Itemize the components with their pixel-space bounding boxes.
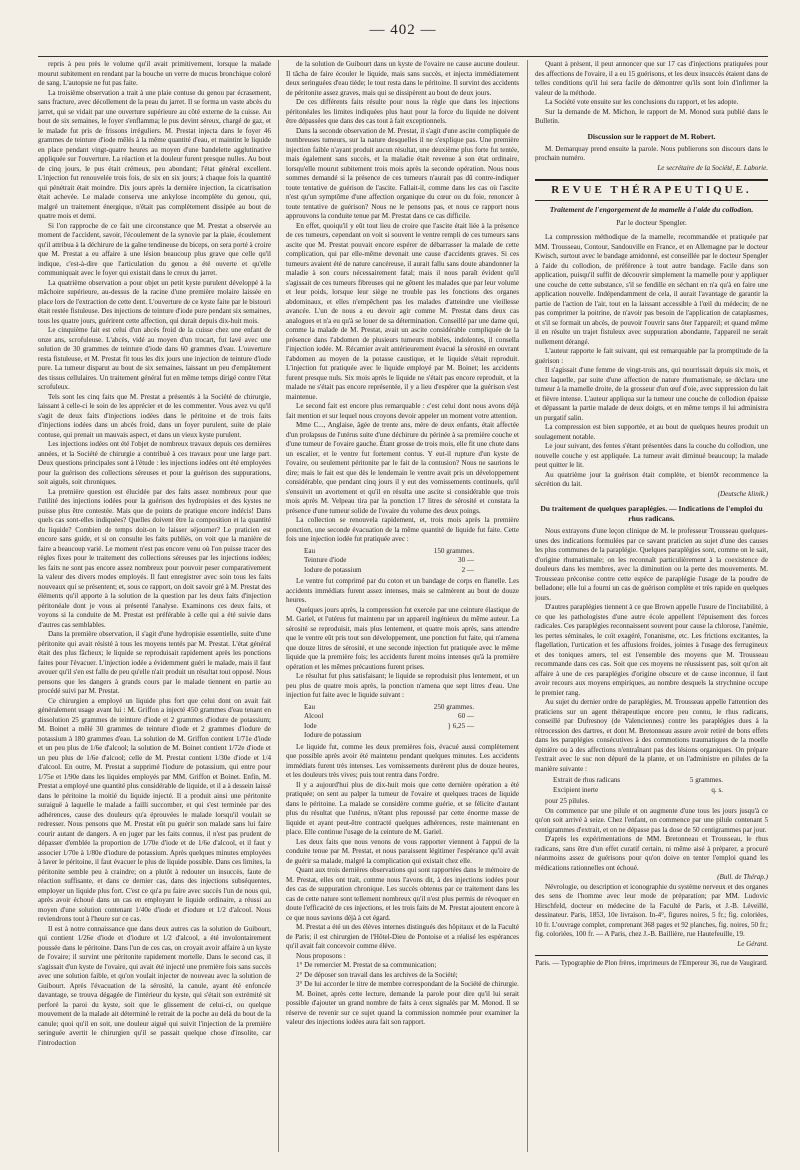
paragraph: La collection se renouvela rapidement, et, trois mois après la première ponction, une seconde évacuation de la même quantité de liquide fut faite. Cette fois une injection iodée fut pratiquée avec : [286, 516, 519, 543]
paragraph: Au quatrième jour la guérison était complète, et bientôt recommence la sécrétion du lait. [535, 470, 768, 488]
paragraph: De ces différents faits résulte pour nous la règle que dans les injections péritonéales les limites indiquées plus haut pour la force du liquide ne doivent être dépassées que dans des cas tout à fait exceptionnels. [286, 98, 519, 125]
paragraph: La première question est élucidée par des faits assez nombreux pour que l'utilité des injections iodées pour la guérison des hydropisies et des kystes ne puisse plus être contestée. Mais que de points de pratique encore indécis! Dans quels cas sont-elles indiquées? Quelles doivent être la composition et la quantité du liquide? Combien de temps doit-on le laisser séjourner? Le praticien est encore sans guide, et si on consulte les faits publiés, on voit que la manière de faire a beaucoup varié. Le moment n'est pas encore venu où l'on puisse tracer des règles fixes pour le traitement des collections séreuses par les injections iodées; les faits ne sont pas encore assez nombreux pour pouvoir peser comparativement la valeur des divers modes employés. Il faut enregistrer avec soin tous les faits nouveaux qui se présentent; et, sous ce rapport, on doit savoir gré à M. Prestat des éléments qu'il apporte à la solution de la question par les deux faits d'injection péritonéale dont je vous ai présenté l'analyse. Examinons ces deux faits, et voyons si la conduite de M. Prestat est préférable à celle qui a été suivie dans d'autres cas semblables. [38, 487, 271, 629]
paragraph: repris à peu près le volume qu'il avait primitivement, lorsque la malade mourut subitement en rendant par la bouche un verre de mucus bronchique coloré de sang. L'autopsie ne fut pas faite. [38, 60, 271, 87]
paragraph: Les deux faits que nous venons de vous rapporter viennent à l'appui de la conduite tenue par M. Prestat, et nous paraissent légitimer l'espérance qu'il avait de guérir sa malade, malgré la complication qui existait chez elle. [286, 837, 519, 865]
paragraph: M. Prestat a été un des élèves internes distingués des hôpitaux et de la Faculté de Paris; il est chirurgien de l'Hôtel-Dieu de Pontoise et a réalisé les espérances qu'il avait fait concevoir comme élève. [286, 923, 519, 950]
paragraph: Nous proposons : [296, 951, 346, 960]
paragraph: Le second fait est encore plus remarquable : c'est celui dont nous avons déjà fait mention et sur lequel nous croyons devoir appeler un moment votre attention. [286, 402, 519, 420]
paragraph: Dans la première observation, il s'agit d'une hydropisie essentielle, suite d'une péritonite qui avait résisté à tous les moyens tentés par M. Prestat. L'état général était des plus fâcheux; le liquide se reproduisait rapidement après les ponctions faites pour l'évacuer. L'injection iodée a évidemment guéri le malade, mais il faut avouer qu'il s'en est fallu de peu qu'elle n'ait produit un résultat tout opposé. Nous pensons que les dangers à grands cours par le malade tiennent en partie au procédé suivi par M. Prestat. [38, 630, 271, 695]
formula-row: Iodure de potassium 2 — [304, 565, 474, 574]
column-divider [278, 60, 279, 1152]
paragraph: pour 25 pilules. [545, 797, 590, 806]
formula-row: Extrait de rhus radicans 5 grammes. [553, 776, 723, 785]
paragraph: Sur la demande de M. Michon, le rapport de M. Monod sura publié dans le Bulletin. [535, 107, 768, 125]
paragraph: Le liquide fut, comme les deux premières fois, évacué aussi complètement que possible après avoir été maintenu pendant quelques minutes. Les accidents immédiats furent très intenses. Les vomissements durèrent plus de douze heures, et les douleurs très vives; puis tout rentra dans l'ordre. [286, 742, 519, 779]
article-title: Du traitement de quelques paraplégies. — Indications de l'emploi du rhus radicans. [540, 504, 763, 524]
paragraph: 3° De lui accorder le titre de membre correspondant de la Société de chirurgie. [296, 980, 519, 988]
column-2 [286, 60, 519, 1152]
paragraph: Nous extrayons d'une leçon clinique de M. le professeur Trousseau quelques-unes des indications formulées par ce savant praticien au sujet d'une des causes les plus communes de la paraplégie. Quelques paraplégies sont, comme on le sait, d'origine rhumatismale; on les reconnaît particulièrement à la coexistence de douleurs dans les membres, avec la diminution ou la perte des mouvements. M. Trousseau préconise contre cette espèce de paraplégie l'usage de la poudre de belladone; elle lui a fourni un cas de guérison complète et très rapide en quelques jours. [535, 527, 768, 602]
paragraph: D'autres paraplégies tiennent à ce que Brown appelle l'usure de l'incitabilité, à ce que les pathologistes d'une autre école appellent l'épuisement des forces radicales. Ces paraplégies reconnaissent souvent pour cause la chlorose, l'anémie, les pertes séminales, le coït exagéré, l'onanisme, etc. Les frictions excitantes, la flagellation, l'urtication et les affusions froides, jointes à l'usage des ferrugineux et des toniques amers, tel est l'ensemble des moyens que M. Trousseau recommande dans ces cas. Soit que ces moyens ne réussissent pas, soit qu'on ait affaire à une de ces paraplégies d'origine obscure et de cause inconnue, il faut avoir recours aux moyens empiriques, au nombre desquels la strychnine occupe le premier rang. [535, 603, 768, 697]
paragraph: La quatrième observation a pour objet un petit kyste purulent développé à la mâchoire supérieure, au-dessus de la racine d'une première molaire laissée en place lors de l'extraction de cette dent. L'ouverture de ce kyste faite par le bistouri était restée fistuleuse. Des injections de teinture d'iode pure pendant six semaines, tous les quatre jours, guérirent cette affection, qui durait depuis dix-huit mois. [38, 278, 271, 325]
source-citation: (Deutsche klinik.) [717, 489, 768, 498]
formula-row: Eau 250 grammes. [304, 702, 474, 711]
paragraph: Quant aux trois dernières observations qui sont rapportées dans le mémoire de M. Prestat, elles ont trait, comme nous l'avons dit, à des injections iodées pour des cas de suppuration chronique. Les succès obtenus par ce traitement dans les cas de cette nature sont tellement nombreux qu'il n'est plus permis de révoquer en doute l'efficacité de ces injections, et les trois faits de M. Prestat ajoutent encore à ce que nous savions déjà à cet égard. [286, 866, 519, 922]
formula-2 [304, 703, 519, 741]
paragraph: Le résultat fut plus satisfaisant; le liquide se reproduisit plus lentement, et un peu plus de quatre mois après, la ponction n'amena que sept litres d'eau. Une injection fut faite avec le liquide suivant : [286, 672, 519, 699]
formula-row: Excipient inerte q. s. [553, 785, 723, 794]
column-divider [527, 60, 528, 1152]
section-title: REVUE THÉRAPEUTIQUE. [535, 179, 768, 201]
source-citation: (Bull. de Thérap.) [717, 873, 768, 882]
formula-row: Iode } 6,25 — [304, 721, 474, 730]
formula-row: Teinture d'iode 30 — [304, 556, 474, 564]
paragraph: Tels sont les cinq faits que M. Prestat a présentés à la Société de chirurgie, laissant à celle-ci le soin de les apprécier et de les commenter. Vous avez vu qu'il s'agit de deux faits d'injections iodées dans le péritoine et de trois faits d'injections iodées dans un abcès froid, dans un foyer purulent, suite de plaie contuse, qui prenait un mauvais aspect, et dans un vieux kyste purulent. [38, 392, 271, 439]
printer-imprint: Paris. — Typographie de Plon frères, imprimeurs de l'Empereur 36, rue de Vaugirard. [535, 955, 768, 968]
paragraph: de la solution de Guibourt dans un kyste de l'ovaire ne cause aucune douleur. Il tâcha de faire écouler le liquide, mais sans succès, et injecta immédiatement deux seringuées d'eau tiède; le tout resta dans le péritoine. Il survint des accidents de péritonite assez graves, mais qui se dissipèrent au bout de deux jours. [286, 60, 519, 97]
article-byline: Par le docteur Spengler. [616, 218, 687, 228]
paragraph: Il y a aujourd'hui plus de dix-huit mois que cette dernière opération a été pratiquée; on sent au palper la tumeur de l'ovaire et quelques traces de liquide dans le péritoine. La malade se considère comme guérie, et se félicite d'autant plus du résultat que l'utérus, n'étant plus repoussé par cette énorme masse de liquide et ayant peut-être contracté quelques adhérences, reste maintenant en place. Elle continue l'usage de la ceinture de M. Gariel. [286, 780, 519, 836]
discussion-heading: Discussion sur le rapport de M. Robert. [587, 131, 716, 141]
gerant-label: Le Gérant. [737, 939, 768, 948]
formula-row: Alcool 60 — [304, 712, 474, 720]
paragraph: Il est à notre connaissance que dans deux autres cas la solution de Guibourt, qui contient 1/26e d'iode et d'iodure et 1/2 d'alcool, a été involontairement poussée dans le péritoine. Dans l'un de ces cas, on croyait avoir affaire à un kyste de l'ovaire; il survint une péritonite rapidement mortelle. Dans le second cas, il s'agissait d'un kyste de l'ovaire, qui avait été injecté une première fois sans succès avec une solution faible, et qu'on voulait injecter de nouveau avec la solution de Guibourt. Après l'évacuation de la sérosité, la canule, ayant été enfoncée davantage, se trouva dégagée de l'intérieur du kyste, qui s'était son extrémité sit perforé la paroi du kyste, soit que le glissement de celui-ci, ou quelque mouvement de la malade ait déterminé le retrait de la poche au delà du bout de la canule; quoi qu'il en soit, une douleur aiguë qui suivit l'injection de la première seringuée avertit le chirurgien qu'il se passait quelque chose d'insolite, car l'introduction [38, 924, 271, 1047]
column-3 [535, 60, 768, 1152]
paragraph: M. Demarquay prend ensuite la parole. Nous publierons son discours dans le prochain numéro. [535, 144, 768, 163]
paragraph: La Société vote ensuite sur les conclusions du rapport, et les adopte. [545, 98, 739, 106]
book-notice: Névrologie, ou description et iconographie du système nerveux et des organes des sens de l'homme avec leur mode de préparation; par MM. Ludovic Hirschfeld, docteur en médecine de la Faculté de Paris, et J.-B. Léveillé, dessinateur. Paris, 1853, 10e livraison. In-4°, figures noires, 5 fr.; fig. coloriées, 10 fr. L'ouvrage complet, comprenant 368 pages et 92 planches, fig. noires, 50 fr.; fig. coloriées, 100 fr. — A Paris, chez J.-B. Baillière, rue Hautefeuille, 19. [535, 882, 768, 939]
paragraph: D'après les expérimentations de MM. Bretonneau et Trousseau, le rhus radicans, sans être d'un effet curatif certain, ni même aisé à préparer, a procuré néanmoins assez de guérisons pour qu'on doive en tenter l'emploi quand les médications rationnelles ont échoué. [535, 835, 768, 872]
paragraph: Mme C..., Anglaise, âgée de trente ans, mère de deux enfants, était affectée d'un prolapsus de l'utérus suite d'une déchirure du périnée à sa première couche et d'une tumeur de l'ovaire gauche. Étant grosse de trois mois, elle fit une chute dans un escalier, et le ventre fut fortement contus. Y eut-il rupture d'un kyste de l'ovaire, ou seulement péritonite par le fait de la contusion? Nous ne saurions le dire; mais le fait est que dès le lendemain le ventre avait pris un développement considérable, que pendant cinq jours il y eut des vomissements continuels, qu'il s'ensuivit un avortement et qu'il en résulta une ascite si considérable que trois mois après M. Velpeau tira par la ponction 17 litres de sérosité et constata la présence d'une tumeur solide de l'ovaire du volume des deux poings. [286, 421, 519, 515]
paragraph: Si l'on rapproche de ce fait une circonstance que M. Prestat a observée au moment de l'accident, savoir, l'écoulement de la synovie par la plaie, écoulement qu'il attribua à la déchirure de la gaîne tendineuse du biceps, on sera porté à croire que M. Prestat a eu affaire à une lésion beaucoup plus grave que celle qu'il indique, c'est-à-dire que l'articulation du genou a été ouverte et qu'elle communiquait avec le foyer qui existait dans le creux du jarret. [38, 221, 271, 277]
paragraph: Le jour suivant, des fentes s'étant présentées dans la couche du collodion, une nouvelle couche y est appliquée. La tumeur avait diminué beaucoup; la malade peut quitter le lit. [535, 442, 768, 469]
paragraph: Au sujet du dernier ordre de paraplégies, M. Trousseau appelle l'attention des praticiens sur un agent thérapeutique encore peu connu, le rhus radicans, conseillé par Dufresnoy (de Valenciennes) contre les paraplégies dues à la rétrocession des dartres, et dont M. Bretonneau assure avoir retiré de bons effets dans les paraplégies consécutives à des commotions traumatiques de la moelle épinière ou à des affections n'entraînant pas des lésions organiques. On prépare l'extrait avec le suc non dépuré de la plante, et on l'administre en pilules de la manière suivante : [535, 698, 768, 773]
formula-row: Eau 150 grammes. [304, 546, 474, 555]
paragraph: La compression est bien supportée, et au bout de quelques heures produit un soulagement notable. [535, 423, 768, 441]
paragraph: 2° De déposer son travail dans les archives de la Société; [296, 970, 458, 979]
paragraph: On commence par une pilule et on augmente d'une tous les jours jusqu'à ce qu'on soit arrivé à seize. Chez l'enfant, on commence par une pilule contenant 5 centigrammes d'extrait, et on ne dépasse pas la dose de 50 centigrammes par jour. [535, 806, 768, 834]
paragraph: M. Boinet, après cette lecture, demande la parole pour dire qu'il lui serait possible d'ajouter un grand nombre de faits à ceux signalés par M. Monod. Il se réserve de revenir sur ce sujet quand la commission nommée pour examiner la valeur des injections iodées aura fait son rapport. [286, 989, 519, 1026]
formula-row: Iodure de potassium [304, 731, 362, 739]
paragraph: Dans la seconde observation de M. Prestat, il s'agit d'une ascite compliquée de nombreuses tumeurs, sur la nature desquelles il ne s'explique pas. Une première injection faible n'ayant produit aucun résultat, une deuxième plus forte fut tentée, mais également sans succès, et la maladie était revenue à son état ordinaire, lorsqu'elle mourut subitement trois mois après la seconde opération. Nous nous sommes demandé si la présence de ces tumeurs n'aurait pas dû contre-indiquer toute tentative de guérison de l'ascite. Fallait-il, comme dans les cas où l'ascite n'est qu'un symptôme d'une affection organique du cœur ou du foie, renoncer à toute tentative de guérison? Nous ne le pensons pas, et nous ce rapport nous approuvons la conduite tenue par M. Prestat dans ce cas difficile. [286, 126, 519, 220]
secretary-signature: Le secrétaire de la Société, E. Laborie. [657, 163, 768, 172]
paragraph: Il s'agissait d'une femme de vingt-trois ans, qui nourrissait depuis six mois, et chez laquelle, par suite d'une affection de nature rhumatismale, se déclara une tumeur à la mamelle droite, de la grosseur d'un œuf d'oie, avec suppression du lait et fièvre intense. L'auteur appliqua sur la tumeur une couche de collodion épaisse et dépassant la partie malade de deux doigts, et en même temps il lui administra un purgatif salin. [535, 366, 768, 422]
paragraph: 1° De remercier M. Prestat de sa communication; [296, 961, 437, 969]
paragraph: Quant à présent, il peut annoncer que sur 17 cas d'injections pratiquées pour des affections de l'ovaire, il a eu 15 guérisons, et les deux insuccès étaient dans de telles conditions qu'il lui sera facile de démontrer qu'ils sont loin d'infirmer la valeur de la méthode. [535, 60, 768, 97]
paragraph: Le cinquième fait est celui d'un abcès froid de la cuisse chez une enfant de onze ans, scrofuleuse. L'abcès, vidé au moyen d'un trocart, fut lavé avec une solution de 30 grammes de teinture d'iode dans 60 grammes d'eau. L'ouverture resta fistuleuse, et M. Prestat fit tous les dix jours une injection de teinture d'iode pure. La tumeur disparut au bout de six semaines, laissant un peu d'empâtement des tissus cellulaires. Un traitement général fut en même temps dirigé contre l'état scrofuleux. [38, 326, 271, 391]
paragraph: La troisième observation a trait à une plaie contuse du genou par écrasement, sans fracture, avec décollement de la peau du jarret. Il se forma un vaste abcès du jarret, qui se vidait par une ouverture supérieure au côté externe de la cuisse. Au bout de six semaines, le foyer s'enflamma; le pus devint séreux, chargé de gaz, et le malade fut pris de frissons irréguliers. M. Prestat injecta dans le foyer 46 grammes de teinture d'iode mêlés à la même quantité d'eau, et maintint le liquide en place pendant vingt-quatre heures au moyen d'une bandelette agglutinative appliquée sur l'ouverture. La réaction et la douleur furent presque nulles. Au bout de cinq jours, le pus était crémeux, peu abondant; l'état général excellent. L'injection fut renouvelée trois fois, de six en six jours; à chaque fois la quantité qui pénétrait était moindre. Dix jours après la dernière injection, la cicatrisation était achevée. Le malade conserva une ankylose incomplète du genou, qui, malgré un traitement énergique, n'était pas complètement dissipée au bout de quatre mois et demi. [38, 88, 271, 220]
header-rule [38, 56, 768, 57]
paragraph: Le ventre fut comprimé par du coton et un bandage de corps en flanelle. Les accidents immédiats furent assez intenses, mais se calmèrent au bout de douze heures. [286, 577, 519, 604]
formula-1 [304, 547, 519, 576]
paragraph: En effet, quoiqu'il y eût tout lieu de croire que l'ascite était liée à la présence de ces tumeurs, cependant on voit si souvent le ventre rempli de ces tumeurs sans ascite que M. Prestat pouvait encore espérer de débarrasser la malade de cette complication, qui par elle-même devenait une cause d'accidents graves. Si ces tumeurs avaient été de nature cancéreuse, il aurait fallu sans doute abandonner la maladie à son cours nécessairement fatal; mais il nous paraît évident qu'il s'agissait de ces tumeurs fibreuses qui ne gênent les malades que par leur volume et leur poids, lorsque leur siège ne trouble pas les fonctions des organes abdominaux, et elles n'empêchent pas les malades d'atteindre une vieillesse avancée. L'un de nous a eu devoir agir comme M. Prestat dans deux cas analogues et n'a eu qu'à se louer de sa détermination. Conseillé par une dame qui, comme la malade de M. Prestat, avait un ascite considérable compliquée de la présence dans l'abdomen de plusieurs tumeurs mobiles, indolentes, il consella l'injection iodée. M. Récamier avait antérieurement évacué la sérosité en ouvrant l'abdomen au moyen de la potasse caustique, et le liquide s'était reproduit. L'injection fut pratiquée avec le liquide employé par M. Boinet; les accidents furent presque nuls. Six mois après le liquide ne s'était pas encore reproduit, et la malade ne s'était pas encore représentée, il y a lieu d'espérer que la guérison s'est maintenue. [286, 221, 519, 401]
paragraph: L'auteur rapporte le fait suivant, qui est remarquable par la promptitude de la guérison : [535, 347, 768, 365]
paragraph: La compression méthodique de la mamelle, recommandée et pratiquée par MM. Trousseau, Contour, Sandouville en France, et en Allemagne par le docteur Kwisch, surtout avec le bandage amidonné, est conseillée par le docteur Spengler à l'aide du collodion, de préférence à tout autre bandage. Facile dans son application, puisqu'il suffit de découvrir simplement la mamelle pour y appliquer une couche de cette substance, s'il se fendille en séchant en n'a qu'à en faire une application nouvelle. Indépendamment de cela, il aurait l'avantage de garantir la partie de l'action de l'air, tout en la laissant accessible à l'œil du médecin; de ne pas comprimer la poitrine, de n'avoir pas besoin de l'application de cataplasmes, et s'il se formait un abcès, de pouvoir l'ouvrir sans ôter l'appareil; et quand même il en résulte un trajet fistuleux avec suppuration abondante, l'appareil ne serait nullement dérangé. [535, 233, 768, 346]
paragraph: Quelques jours après, la compression fut exercée par une ceinture élastique de M. Gariel, et l'utérus fut maintenu par un appareil ingénieux du même auteur. La sérosité se reproduisit, mais plus lentement, et quatre mois après, sans attendre que le ventre eût pris tout son développement, une ponction fut faite, qui n'amena que douze litres de sérosité, et une seconde injection fut pratiquée avec le même liquide que la première fois; les accidents furent moins intenses qu'à la première opération et les mêmes précautions furent prises. [286, 605, 519, 671]
paragraph: Les injections iodées ont été l'objet de nombreux travaux depuis ces dernières années, et la Société de chirurgie a contribué à ces travaux pour une large part. Deux questions principales sont à l'étude : les injections iodées ont été employées pour la guérison des collections séreuses et pour la guérison des suppurations, soit aiguës, soit chroniques. [38, 440, 271, 486]
paragraph: Ce chirurgien a employé un liquide plus fort que celui dont on avait fait généralement usage avant lui : M. Griffon a injecté 450 grammes d'eau tenant en dissolution 25 grammes de teinture d'iode et 2 grammes d'iodure de potassium; M. Boinet a mêlé 30 grammes de teinture d'iode et 2 grammes d'iodure de potassium à 180 grammes d'eau. La solution de M. Griffon contient 1/71e d'iode et un peu plus de 1/6e d'alcool; la solution de M. Boinet contient 1/72e d'iode et un peu plus de 1/6e d'alcool; celle de M. Prestat contient 1/30e d'iode et 1/4 d'alcool. En outre, M. Prestat a supprimé l'iodure de potassium, qui entre pour 1/75e et 1/90e dans les liquides employés par MM. Griffon et Boinet. Enfin, M. Prestat a employé une quantité plus considérable de liquide, et il a à dessein laissé dans le péritoine la moitié du liquide injecté. Il a produit ainsi une péritonite suraiguë à laquelle le malade a failli succomber, et qui s'est terminée par des adhérences, cause des douleurs qu'a éprouvées le malade lorsqu'il voulait se redresser. Nous pensons que M. Prestat eût pu guérir son malade sans lui faire courir autant de dangers. A en juger par les faits connus, il n'est pas prudent de dépasser d'emblée la proportion de 1/70e d'iode et de 1/6e d'alcool, et il faut y associer 1/70e à 1/80e d'iodure de potassium. Après quelques minutes employées à laver le péritoine, il faut évacuer le plus de liquide possible. Dans ces limites, la péritonite semble peu à craindre; on a plutôt à redouter un insuccès, faute de réaction suffisante, et dans ce dernier cas, dans des injections subséquentes, employer un liquide plus fort. C'est ce qu'a pu faire avec succès l'un de nous qui, après avoir échoué dans un cas en employant le liquide ordinaire, a réussi au moyen d'une solution contenant 1/40e d'iode et d'iodure et 1/2 d'alcool. Nous reviendrons tout à l'heure sur ce cas. [38, 696, 271, 923]
page-number: — 402 — [369, 22, 437, 38]
article-title: Traitement de l'engorgement de la mamelle à l'aide du collodion. [549, 204, 754, 214]
journal-page [38, 22, 768, 1152]
column-1 [38, 60, 271, 1152]
formula-3 [553, 776, 768, 795]
